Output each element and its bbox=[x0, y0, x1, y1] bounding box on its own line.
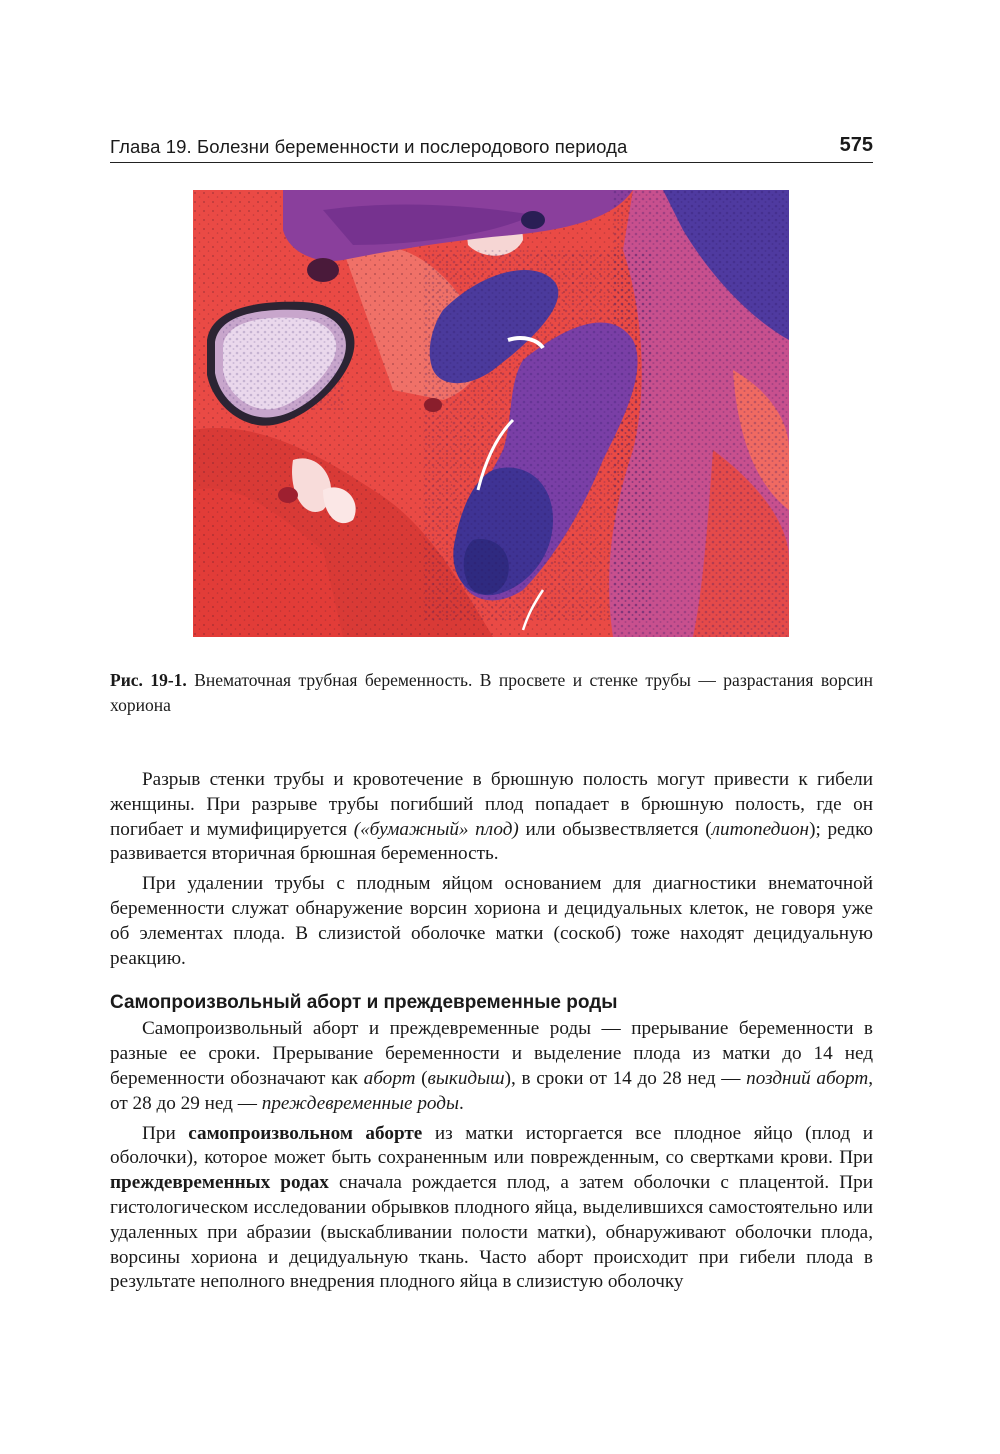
histology-micrograph bbox=[193, 190, 789, 637]
chapter-title: Глава 19. Болезни беременности и послеродового периода bbox=[110, 136, 628, 157]
italic-term: литопедион bbox=[711, 818, 810, 840]
italic-term: аборт bbox=[363, 1067, 416, 1089]
italic-term: преждевременные роды bbox=[261, 1092, 459, 1114]
bold-term: преждевременных родах bbox=[110, 1172, 329, 1194]
paragraph-1 bbox=[110, 768, 873, 867]
running-header bbox=[110, 134, 873, 163]
figure-caption-text: Внематочная трубная беременность. В просвете и стенке трубы — разрастания ворсин хориона bbox=[110, 670, 873, 715]
text-run: ); редко развивается вторичная брюшная беременность. bbox=[110, 818, 874, 865]
text-run: . bbox=[458, 1092, 464, 1114]
text-run: Разрыв стенки трубы и кровотечение в брюшную полость могут привести к гибели женщины. При разрыве трубы погибший плод попадает в брюшную полость, где он погибает и мумифицируется bbox=[110, 769, 873, 840]
bold-term: самопроизвольном аборте bbox=[188, 1122, 423, 1144]
text-run: сначала рождается плод, а затем оболочки с плацентой. При гистологическом исследовании обрывков плодного яйца, выделившихся самостоятельно или удаленных при абразии (выскабливании полости матки), обнаруживают оболочки плода, ворсины хориона и децидуальную ткань. Часто аборт происходит при гибели плода в результате неполного внедрения плодного яйца в слизистую оболочку bbox=[110, 1172, 873, 1293]
italic-term: («бумажный» плод) bbox=[353, 818, 519, 840]
paragraph-4 bbox=[110, 1122, 873, 1296]
italic-term: поздний аборт bbox=[746, 1067, 869, 1089]
figure-label: Рис. 19-1. bbox=[110, 670, 187, 690]
text-run: или обызвествляется ( bbox=[518, 818, 712, 840]
text-run: ( bbox=[415, 1067, 428, 1089]
paragraph-2: При удалении трубы с плодным яйцом основанием для диагностики внематочной беременности служат обнаружение ворсин хориона и децидуальных клеток, не говоря уже об элементах плода. В слизистой оболочке матки (соскоб) тоже находят децидуальную реакцию. bbox=[110, 873, 873, 969]
text-run: , от 28 до 29 нед — bbox=[110, 1067, 874, 1114]
italic-term: выкидыш bbox=[427, 1067, 505, 1089]
figure-caption bbox=[110, 668, 873, 718]
text-run: ), в сроки от 14 до 28 нед — bbox=[504, 1067, 747, 1089]
text-run: Самопроизвольный аборт и преждевременные роды — прерывание беременности в разные ее сроки. Прерывание беременности и выделение плода из матки до 14 нед беременности обозначают как bbox=[110, 1018, 873, 1089]
main-text bbox=[110, 768, 873, 1295]
page-number: 575 bbox=[839, 134, 873, 156]
section-heading: Самопроизвольный аборт и преждевременные роды bbox=[110, 992, 618, 1014]
paragraph-3 bbox=[110, 1017, 873, 1116]
text-run: из матки исторгается все плодное яйцо (плод и оболочки), которое может быть сохраненным или поврежденным, со свертками крови. При bbox=[110, 1122, 873, 1169]
text-run: При bbox=[142, 1122, 189, 1144]
